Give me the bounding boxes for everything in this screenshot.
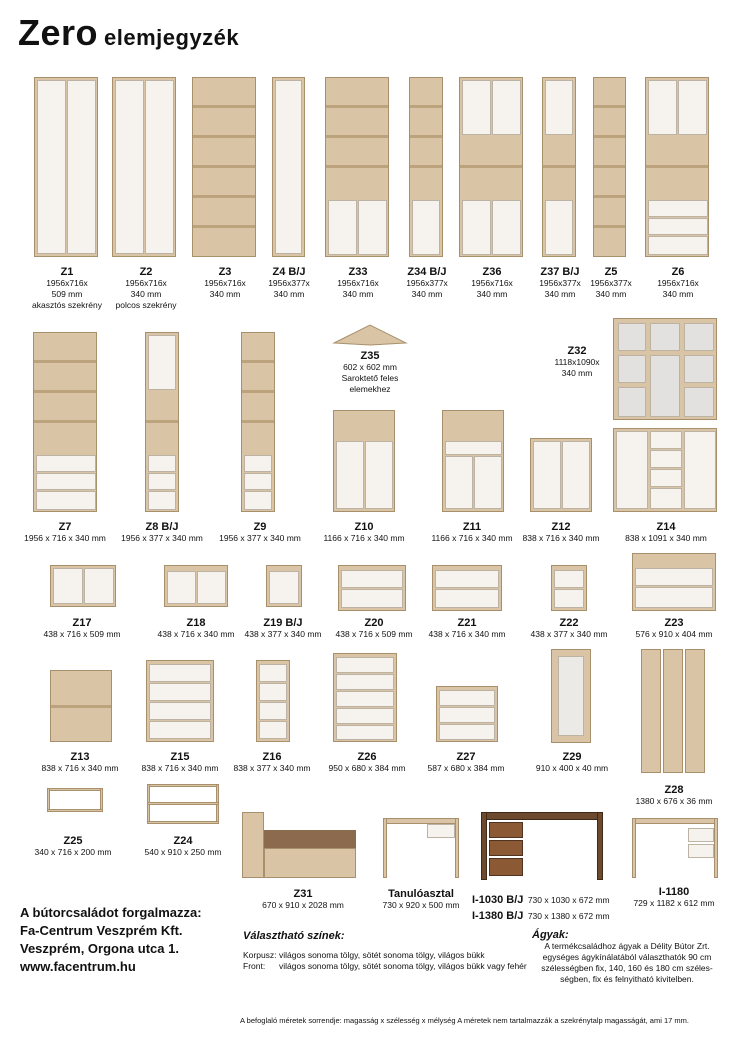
item-dims: 1956 x 377 x 340 mm <box>121 533 203 543</box>
item-dims: 729 x 1182 x 612 mm <box>633 898 715 908</box>
item-code: Z26 <box>357 751 377 763</box>
beds-text: A termékcsaládhoz ágyak a Délity Bútor Zrt. egységes ágykínálatából választhatók 90 cm szélességben fix, 140, 160 és 180 cm széles-ségben, fix és felnyitható kivitelben. <box>541 941 713 984</box>
item-dims: 438 x 377 x 340 mm <box>244 629 322 639</box>
distributor-address: Veszprém, Orgona utca 1. <box>20 941 179 956</box>
illus-i1030 <box>481 812 603 880</box>
item-code: I-1180 <box>658 886 690 898</box>
illus-z29 <box>551 649 591 743</box>
item-z34 <box>396 266 458 300</box>
item-dims-2: 340 mm <box>411 289 443 299</box>
item-code: Z35 <box>360 350 380 362</box>
illus-z22 <box>551 565 587 611</box>
beds-heading: Ágyak: <box>532 929 569 941</box>
item-code: Z1 <box>60 266 74 278</box>
color-options <box>243 930 529 972</box>
item-dims: 540 x 910 x 250 mm <box>144 847 222 857</box>
item-z23 <box>624 617 724 640</box>
item-dims: 1956x716x <box>471 278 513 288</box>
illus-z20 <box>338 565 406 611</box>
item-dims: 838 x 1091 x 340 mm <box>625 533 707 543</box>
item-z10 <box>316 521 412 544</box>
item-code: Z3 <box>218 266 232 278</box>
page-title <box>18 12 239 54</box>
item-dims-2: 340 mm <box>273 289 305 299</box>
item-dims-2: 340 mm <box>342 289 374 299</box>
illus-z12 <box>530 438 592 512</box>
item-dims-2: 340 mm <box>130 289 162 299</box>
item-z7 <box>18 521 112 544</box>
item-i1180 <box>624 886 724 909</box>
item-code: I-1380 B/J <box>472 910 524 922</box>
illus-z25 <box>47 788 103 812</box>
item-desc: elemekhez <box>349 384 391 394</box>
item-z17 <box>34 617 130 640</box>
item-tanuloasztal <box>368 888 474 911</box>
item-dims: 1956x377x <box>268 278 310 288</box>
illus-z37 <box>542 77 576 257</box>
item-code: Z37 B/J <box>540 266 580 278</box>
item-code: Z28 <box>664 784 684 796</box>
item-z35 <box>325 350 415 395</box>
illus-z8 <box>145 332 179 512</box>
item-dims-2: 340 mm <box>561 368 593 378</box>
item-dims: 730 x 920 x 500 mm <box>382 900 460 910</box>
item-z6 <box>645 266 711 300</box>
illus-z5 <box>593 77 626 257</box>
item-z2 <box>104 266 188 311</box>
item-code: Z22 <box>559 617 579 629</box>
item-code: Z27 <box>456 751 476 763</box>
item-code: Tanulóasztal <box>388 888 454 900</box>
item-z24 <box>134 835 232 858</box>
item-z27 <box>418 751 514 774</box>
item-code: Z33 <box>348 266 368 278</box>
item-dims: 438 x 716 x 509 mm <box>43 629 121 639</box>
item-code: Z5 <box>604 266 618 278</box>
item-dims: 1956x716x <box>657 278 699 288</box>
illus-z10 <box>333 410 395 512</box>
illus-z7 <box>33 332 97 512</box>
item-dims: 1956x716x <box>204 278 246 288</box>
dimension-note: A befoglaló méretek sorrendje: magasság x szélesség x mélység A méretek nem tartalmazzák a szekrénytalp magasságát, ami 17 mm. <box>240 1016 689 1025</box>
illus-z11 <box>442 410 504 512</box>
item-code: Z34 B/J <box>407 266 447 278</box>
item-dims: 587 x 680 x 384 mm <box>427 763 505 773</box>
item-dims-2: 340 mm <box>544 289 576 299</box>
illus-z4 <box>272 77 305 257</box>
color-heading: Választható színek: <box>243 930 345 942</box>
item-dims: 1956 x 716 x 340 mm <box>24 533 106 543</box>
item-code: I-1030 B/J <box>472 894 524 906</box>
item-dims: 910 x 400 x 40 mm <box>535 763 609 773</box>
item-dims: 1956x716x <box>337 278 379 288</box>
item-dims-2: 340 mm <box>476 289 508 299</box>
item-code: Z7 <box>58 521 72 533</box>
illus-z26 <box>333 653 397 742</box>
item-z4 <box>258 266 320 300</box>
item-dims: 1956x716x <box>125 278 167 288</box>
illus-i1180 <box>632 818 718 878</box>
distributor-name: Fa-Centrum Veszprém Kft. <box>20 923 183 938</box>
beds-block <box>532 930 722 985</box>
item-dims: 438 x 716 x 509 mm <box>335 629 413 639</box>
item-code: Z16 <box>262 751 282 763</box>
item-dims: 438 x 716 x 340 mm <box>157 629 235 639</box>
item-z29 <box>524 751 620 774</box>
item-dims: 576 x 910 x 404 mm <box>635 629 713 639</box>
illus-z35 <box>332 323 408 347</box>
item-dims-2: 340 mm <box>662 289 694 299</box>
item-code: Z15 <box>170 751 190 763</box>
item-dims: 838 x 716 x 340 mm <box>141 763 219 773</box>
item-z26 <box>319 751 415 774</box>
item-code: Z14 <box>656 521 676 533</box>
item-z20 <box>326 617 422 640</box>
item-dims-2: 340 mm <box>209 289 241 299</box>
illus-z33 <box>325 77 389 257</box>
item-dims: 950 x 680 x 384 mm <box>328 763 406 773</box>
illus-z16 <box>256 660 290 742</box>
illus-z6 <box>645 77 709 257</box>
item-code: Z10 <box>354 521 374 533</box>
illus-z13 <box>50 670 112 742</box>
item-z11 <box>424 521 520 544</box>
item-code: Z29 <box>562 751 582 763</box>
illus-z3 <box>192 77 256 257</box>
illus-z19 <box>266 565 302 607</box>
item-z15 <box>132 751 228 774</box>
illus-z1 <box>34 77 98 257</box>
item-dims: 438 x 377 x 340 mm <box>530 629 608 639</box>
item-z12 <box>514 521 608 544</box>
item-z28 <box>626 784 722 807</box>
item-code: Z17 <box>72 617 92 629</box>
item-code: Z18 <box>186 617 206 629</box>
item-code: Z9 <box>253 521 267 533</box>
item-code: Z19 B/J <box>263 617 303 629</box>
item-i1380 <box>472 906 622 924</box>
illus-tanuloasztal <box>383 818 459 878</box>
item-z22 <box>521 617 617 640</box>
item-z16 <box>224 751 320 774</box>
item-z31 <box>250 888 356 911</box>
item-desc: polcos szekrény <box>115 300 177 310</box>
item-code: Z13 <box>70 751 90 763</box>
item-z1 <box>22 266 112 311</box>
item-dims: 340 x 716 x 200 mm <box>34 847 112 857</box>
item-dims: 1956x377x <box>406 278 448 288</box>
item-z32 <box>545 345 609 379</box>
item-desc: akasztós szekrény <box>32 300 102 310</box>
item-z8 <box>114 521 210 544</box>
item-dims: 670 x 910 x 2028 mm <box>262 900 344 910</box>
item-code: Z20 <box>364 617 384 629</box>
illus-z17 <box>50 565 116 607</box>
item-z36 <box>459 266 525 300</box>
item-z14 <box>614 521 718 544</box>
illus-z15 <box>146 660 214 742</box>
title-sub: elemjegyzék <box>104 25 240 50</box>
item-dims: 730 x 1030 x 672 mm <box>527 895 610 905</box>
item-code: Z25 <box>63 835 83 847</box>
item-dims: 1956x716x <box>46 278 88 288</box>
illus-z2 <box>112 77 176 257</box>
korpusz-label: Korpusz: <box>243 950 277 960</box>
item-dims: 838 x 716 x 340 mm <box>41 763 119 773</box>
item-dims: 438 x 716 x 340 mm <box>428 629 506 639</box>
illus-z14 <box>613 428 717 512</box>
item-code: Z4 B/J <box>272 266 306 278</box>
item-z13 <box>32 751 128 774</box>
item-code: Z32 <box>567 345 587 357</box>
front-label: Front: <box>243 961 266 971</box>
item-z5 <box>584 266 638 300</box>
item-code: Z23 <box>664 617 684 629</box>
item-code: Z12 <box>551 521 571 533</box>
distributor-line: A bútorcsaládot forgalmazza: <box>20 905 202 920</box>
korpusz-value: világos sonoma tölgy, sötét sonoma tölgy, világos bükk <box>279 950 485 960</box>
illus-z27 <box>436 686 498 742</box>
item-dims: 838 x 377 x 340 mm <box>233 763 311 773</box>
item-z37 <box>530 266 590 300</box>
item-dims: 1956x377x <box>539 278 581 288</box>
distributor-url: www.facentrum.hu <box>20 959 136 974</box>
illus-z9 <box>241 332 275 512</box>
distributor-block <box>20 904 202 976</box>
item-code: Z8 B/J <box>145 521 179 533</box>
item-code: Z36 <box>482 266 502 278</box>
item-dims-2: 509 mm <box>51 289 83 299</box>
illus-z23 <box>632 553 716 611</box>
item-dims-2: 340 mm <box>595 289 627 299</box>
item-z9 <box>212 521 308 544</box>
item-code: Z21 <box>457 617 477 629</box>
item-dims: 1380 x 676 x 36 mm <box>635 796 713 806</box>
item-dims: 838 x 716 x 340 mm <box>522 533 600 543</box>
item-dims: 1166 x 716 x 340 mm <box>431 533 513 543</box>
item-z3 <box>192 266 258 300</box>
item-z18 <box>148 617 244 640</box>
illus-z24 <box>147 784 219 824</box>
item-dims: 1956 x 377 x 340 mm <box>219 533 301 543</box>
illus-z36 <box>459 77 523 257</box>
front-value: világos sonoma tölgy, sötét sonoma tölgy, világos bükk vagy fehér <box>279 961 527 971</box>
illus-z18 <box>164 565 228 607</box>
item-dims: 1166 x 716 x 340 mm <box>323 533 405 543</box>
item-code: Z11 <box>462 521 482 533</box>
item-code: Z31 <box>293 888 313 900</box>
item-code: Z2 <box>139 266 153 278</box>
item-z33 <box>325 266 391 300</box>
item-dims-2: Saroktető feles <box>341 373 399 383</box>
item-code: Z6 <box>671 266 685 278</box>
illus-z21 <box>432 565 502 611</box>
item-dims: 730 x 1380 x 672 mm <box>527 911 610 921</box>
item-dims: 1956x377x <box>590 278 632 288</box>
item-code: Z24 <box>173 835 193 847</box>
item-z21 <box>419 617 515 640</box>
title-main: Zero <box>18 12 99 53</box>
illus-z28 <box>641 649 705 773</box>
item-dims: 602 x 602 mm <box>343 362 397 372</box>
illus-z32 <box>613 318 717 420</box>
illus-z34 <box>409 77 443 257</box>
illus-z31 <box>242 812 356 878</box>
item-z19 <box>235 617 331 640</box>
item-dims: 1118x1090x <box>554 357 600 367</box>
item-z25 <box>24 835 122 858</box>
